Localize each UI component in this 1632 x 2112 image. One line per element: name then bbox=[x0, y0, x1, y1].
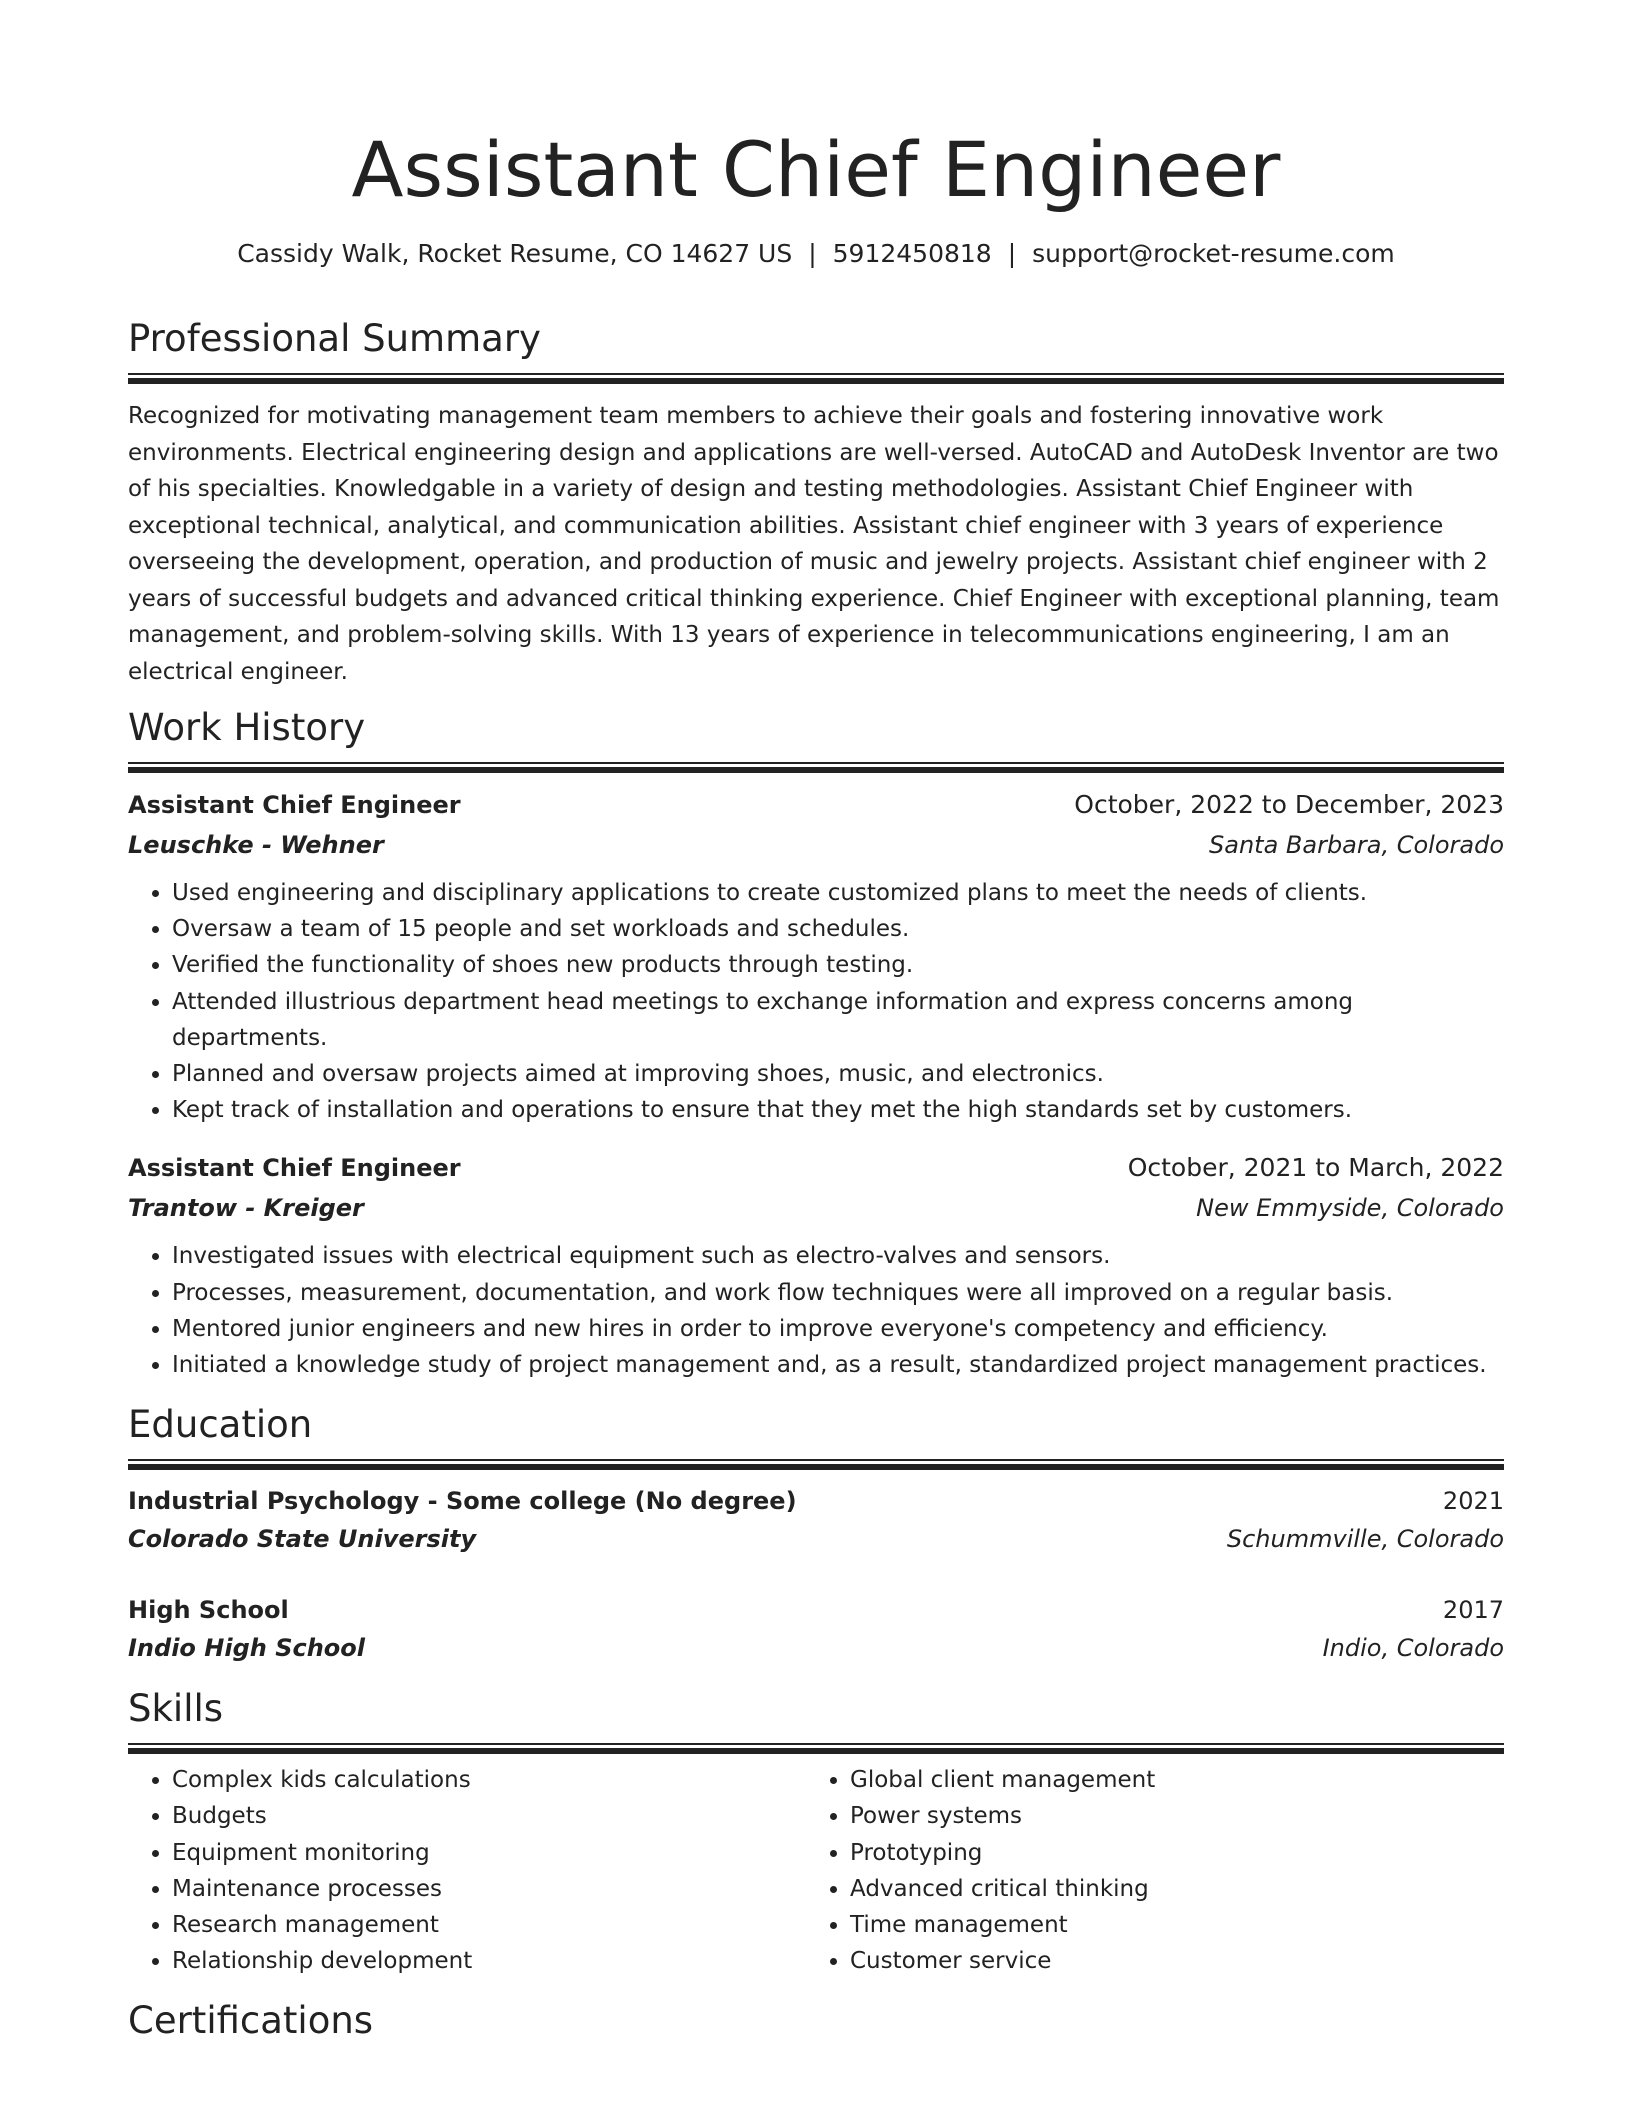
skill-item: • Advanced critical thinking bbox=[850, 1871, 1484, 1907]
education-location: Indio, Colorado bbox=[1322, 1634, 1504, 1663]
job-bullets bbox=[128, 1238, 1504, 1383]
skill-item: • Budgets bbox=[172, 1798, 806, 1834]
summary-section bbox=[128, 315, 1504, 690]
job-title: Assistant Chief Engineer bbox=[128, 791, 461, 819]
skill-item: • Maintenance processes bbox=[172, 1871, 806, 1907]
job-location: New Emmyside, Colorado bbox=[1196, 1194, 1504, 1223]
education-year: 2017 bbox=[1442, 1596, 1504, 1625]
job-bullet: • Processes, measurement, documentation, and work flow techniques were all improved on a regular basis. bbox=[172, 1275, 1504, 1311]
education-location: Schummville, Colorado bbox=[1226, 1525, 1504, 1554]
job-bullet: • Initiated a knowledge study of project management and, as a result, standardized project management practices. bbox=[172, 1347, 1504, 1383]
job-bullets bbox=[128, 875, 1504, 1128]
education-school: Colorado State University bbox=[128, 1525, 477, 1554]
contact-email: support@rocket-resume.com bbox=[1032, 239, 1395, 268]
education-section bbox=[128, 1401, 1504, 1667]
job-bullet: • Verified the functionality of shoes new products through testing. bbox=[172, 947, 1504, 983]
job-location: Santa Barbara, Colorado bbox=[1209, 831, 1504, 859]
education-degree: High School bbox=[128, 1596, 289, 1625]
work-history-heading: Work History bbox=[128, 706, 366, 749]
contact-address: Cassidy Walk, Rocket Resume, CO 14627 US bbox=[237, 239, 793, 268]
skills-columns bbox=[128, 1762, 1504, 1979]
job-bullet: • Attended illustrious department head meetings to exchange information and express concerns among departments. bbox=[172, 984, 1504, 1056]
skill-item: • Relationship development bbox=[172, 1943, 806, 1979]
skill-item: • Customer service bbox=[850, 1943, 1484, 1979]
job-bullet: • Investigated issues with electrical equipment such as electro-valves and sensors. bbox=[172, 1238, 1504, 1274]
skill-item: • Time management bbox=[850, 1907, 1484, 1943]
skills-list-left bbox=[128, 1762, 806, 1979]
job-bullet: • Planned and oversaw projects aimed at improving shoes, music, and electronics. bbox=[172, 1056, 1504, 1092]
contact-separator: | bbox=[808, 239, 817, 268]
job-bullet: • Used engineering and disciplinary applications to create customized plans to meet the needs of clients. bbox=[172, 875, 1504, 911]
skill-item: • Equipment monitoring bbox=[172, 1835, 806, 1871]
section-divider bbox=[128, 1459, 1504, 1470]
education-entry bbox=[128, 1591, 1504, 1667]
job-bullet: • Oversaw a team of 15 people and set workloads and schedules. bbox=[172, 911, 1504, 947]
education-year: 2021 bbox=[1442, 1487, 1504, 1516]
contact-phone: 5912450818 bbox=[832, 239, 992, 268]
skills-section bbox=[128, 1685, 1504, 1979]
summary-text: Recognized for motivating management team members to achieve their goals and fostering innovative work environments. Electrical engineering design and applications are well-versed. AutoCAD and AutoDesk Inventor are two of his specialties. Knowledgable in a variety of design and testing methodologies. Assistant Chief Engineer with exceptional technical, analytical, and communication abilities. Assistant chief engineer with 3 years of experience overseeing the development, operation, and production of music and jewelry projects. Assistant chief engineer with 2 years of successful budgets and advanced critical thinking experience. Chief Engineer with exceptional planning, team management, and problem-solving skills. With 13 years of experience in telecommunications engineering, I am an electrical engineer. bbox=[128, 403, 1500, 685]
section-divider bbox=[128, 762, 1504, 773]
summary-heading: Professional Summary bbox=[128, 317, 541, 360]
resume-title: Assistant Chief Engineer bbox=[351, 125, 1281, 214]
job-dates: October, 2021 to March, 2022 bbox=[1127, 1153, 1504, 1183]
skill-item: • Prototyping bbox=[850, 1835, 1484, 1871]
section-divider bbox=[128, 1743, 1504, 1754]
skills-list-right bbox=[806, 1762, 1484, 1979]
resume-page bbox=[128, 0, 1504, 2045]
job-company: Trantow - Kreiger bbox=[128, 1194, 364, 1223]
job-dates: October, 2022 to December, 2023 bbox=[1074, 790, 1504, 819]
education-heading: Education bbox=[128, 1403, 313, 1447]
job-bullet: • Mentored junior engineers and new hires in order to improve everyone's competency and efficiency. bbox=[172, 1311, 1504, 1347]
skill-item: • Global client management bbox=[850, 1762, 1484, 1798]
skill-item: • Power systems bbox=[850, 1798, 1484, 1834]
work-history-section bbox=[128, 704, 1504, 1383]
certifications-section bbox=[128, 1997, 1504, 2045]
skills-heading: Skills bbox=[128, 1687, 224, 1731]
section-divider bbox=[128, 373, 1504, 384]
skill-item: • Research management bbox=[172, 1907, 806, 1943]
job-company: Leuschke - Wehner bbox=[128, 831, 384, 859]
skill-item: • Complex kids calculations bbox=[172, 1762, 806, 1798]
job-entry bbox=[128, 785, 1504, 1128]
education-entry bbox=[128, 1482, 1504, 1558]
certifications-heading: Certifications bbox=[128, 1999, 374, 2043]
contact-line bbox=[128, 238, 1504, 270]
job-bullet: • Kept track of installation and operations to ensure that they met the high standards set by customers. bbox=[172, 1092, 1504, 1128]
education-school: Indio High School bbox=[128, 1634, 365, 1663]
education-degree: Industrial Psychology - Some college (No degree) bbox=[128, 1487, 797, 1516]
job-entry bbox=[128, 1148, 1504, 1383]
contact-separator: | bbox=[1007, 239, 1017, 268]
job-title: Assistant Chief Engineer bbox=[128, 1154, 461, 1183]
